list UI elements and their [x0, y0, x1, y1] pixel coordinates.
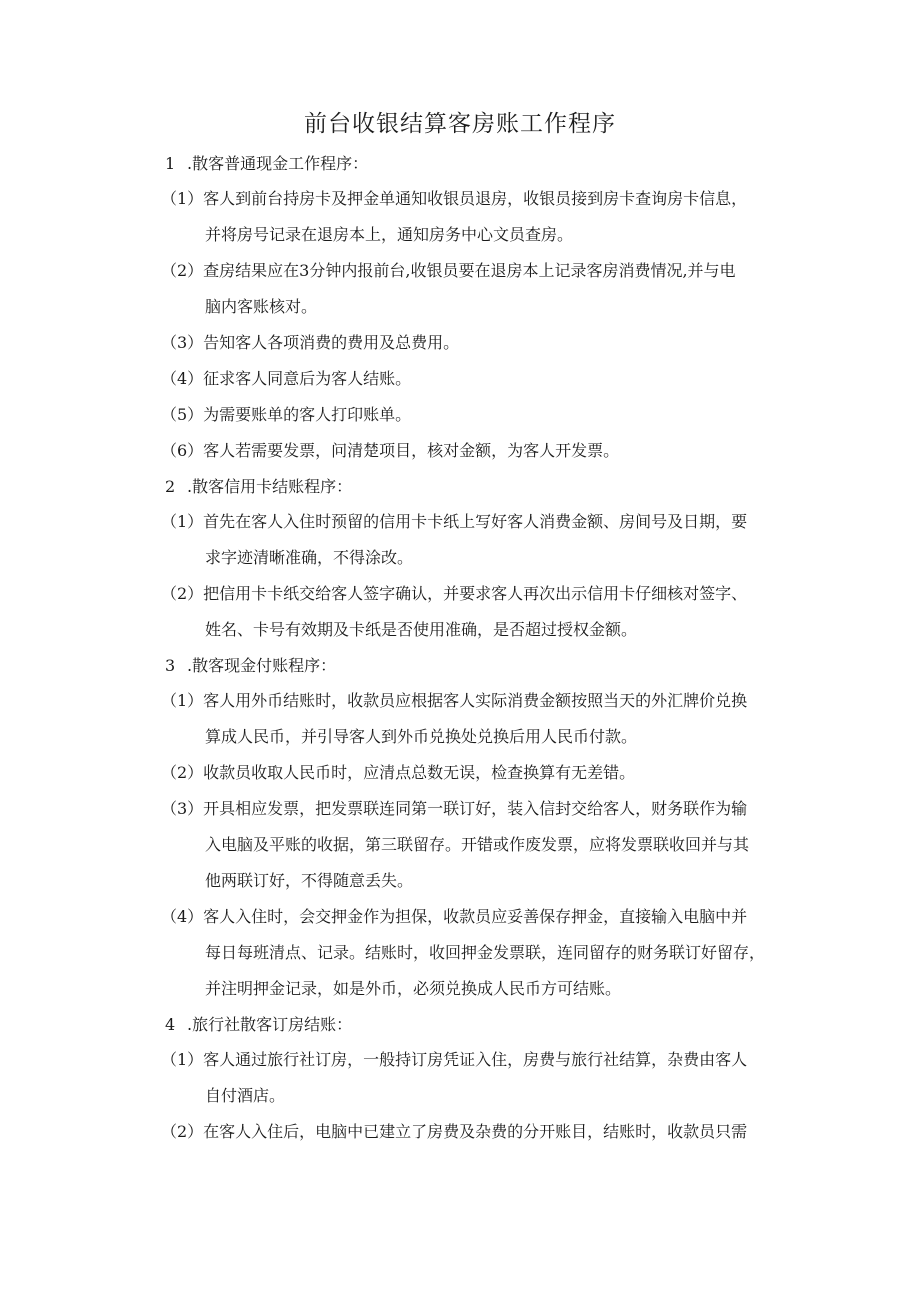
list-item — [161, 755, 811, 791]
list-item — [161, 504, 811, 576]
item-line: （2）把信用卡卡纸交给客人签字确认，并要求客人再次出示信用卡仔细核对签字、 — [161, 584, 748, 603]
item-line: （2）收款员收取人民币时，应清点总数无误，检查换算有无差错。 — [161, 763, 636, 782]
item-line: （2）查房结果应在3分钟内报前台,收银员要在退房本上记录客房消费情况,并与电 — [161, 261, 736, 280]
item-line: （4）征求客人同意后为客人结账。 — [161, 369, 412, 388]
section-heading-text: .旅行社散客订房结账： — [187, 1015, 353, 1034]
section-heading — [165, 469, 811, 504]
section-heading-text: .散客信用卡结账程序： — [187, 477, 353, 496]
list-item — [161, 1114, 811, 1150]
list-item — [161, 181, 811, 253]
section-heading-text: .散客普通现金工作程序： — [187, 154, 369, 173]
section-number: 1 — [165, 154, 176, 173]
list-item — [161, 325, 811, 361]
item-continuation-line: 算成人民币，并引导客人到外币兑换处兑换后用人民币付款。 — [205, 727, 638, 746]
item-continuation-line: 自付酒店。 — [205, 1086, 286, 1105]
item-continuation-line: 他两联订好，不得随意丢失。 — [205, 871, 414, 890]
list-item — [161, 1042, 811, 1114]
list-item — [161, 253, 811, 325]
section-number: 2 — [165, 477, 176, 496]
item-line: （1）客人用外币结账时，收款员应根据客人实际消费金额按照当天的外汇牌价兑换 — [161, 691, 748, 710]
list-item — [161, 683, 811, 755]
list-item — [161, 899, 811, 1007]
list-item — [161, 361, 811, 397]
item-continuation-line: 入电脑及平账的收据，第三联留存。开错或作废发票，应将发票联收回并与其 — [205, 835, 750, 854]
list-item — [161, 791, 811, 899]
section-heading-text: .散客现金付账程序： — [187, 656, 337, 675]
item-line: （3）告知客人各项消费的费用及总费用。 — [161, 333, 460, 352]
item-line: （3）开具相应发票，把发票联连同第一联订好，装入信封交给客人，财务联作为输 — [161, 799, 748, 818]
item-line: （1）客人到前台持房卡及押金单通知收银员退房，收银员接到房卡查询房卡信息， — [161, 189, 748, 208]
document-body — [161, 146, 811, 1150]
list-item — [161, 397, 811, 433]
item-continuation-line: 姓名、卡号有效期及卡纸是否使用准确，是否超过授权金额。 — [205, 620, 638, 639]
item-continuation-line: 求字迹清晰准确，不得涂改。 — [205, 548, 414, 567]
item-line: （4）客人入住时，会交押金作为担保，收款员应妥善保存押金，直接输入电脑中并 — [161, 907, 748, 926]
item-continuation-line: 每日每班清点、记录。结账时，收回押金发票联，连同留存的财务联订好留存， — [205, 943, 766, 962]
item-continuation-line: 并注明押金记录，如是外币，必须兑换成人民币方可结账。 — [205, 979, 622, 998]
item-line: （6）客人若需要发票，问清楚项目，核对金额，为客人开发票。 — [161, 441, 620, 460]
item-line: （2）在客人入住后，电脑中已建立了房费及杂费的分开账目，结账时，收款员只需 — [161, 1122, 748, 1141]
item-continuation-line: 并将房号记录在退房本上，通知房务中心文员查房。 — [205, 225, 574, 244]
section-number: 3 — [165, 656, 176, 675]
item-line: （1）首先在客人入住时预留的信用卡卡纸上写好客人消费金额、房间号及日期，要 — [161, 512, 748, 531]
list-item — [161, 433, 811, 469]
section-heading — [165, 648, 811, 683]
item-line: （5）为需要账单的客人打印账单。 — [161, 405, 412, 424]
section-heading — [165, 1007, 811, 1042]
list-item — [161, 576, 811, 648]
item-continuation-line: 脑内客账核对。 — [205, 297, 318, 316]
section-heading — [165, 146, 811, 181]
page-title: 前台收银结算客房账工作程序 — [304, 111, 616, 137]
item-line: （1）客人通过旅行社订房，一般持订房凭证入住，房费与旅行社结算，杂费由客人 — [161, 1050, 748, 1069]
section-number: 4 — [165, 1015, 176, 1034]
